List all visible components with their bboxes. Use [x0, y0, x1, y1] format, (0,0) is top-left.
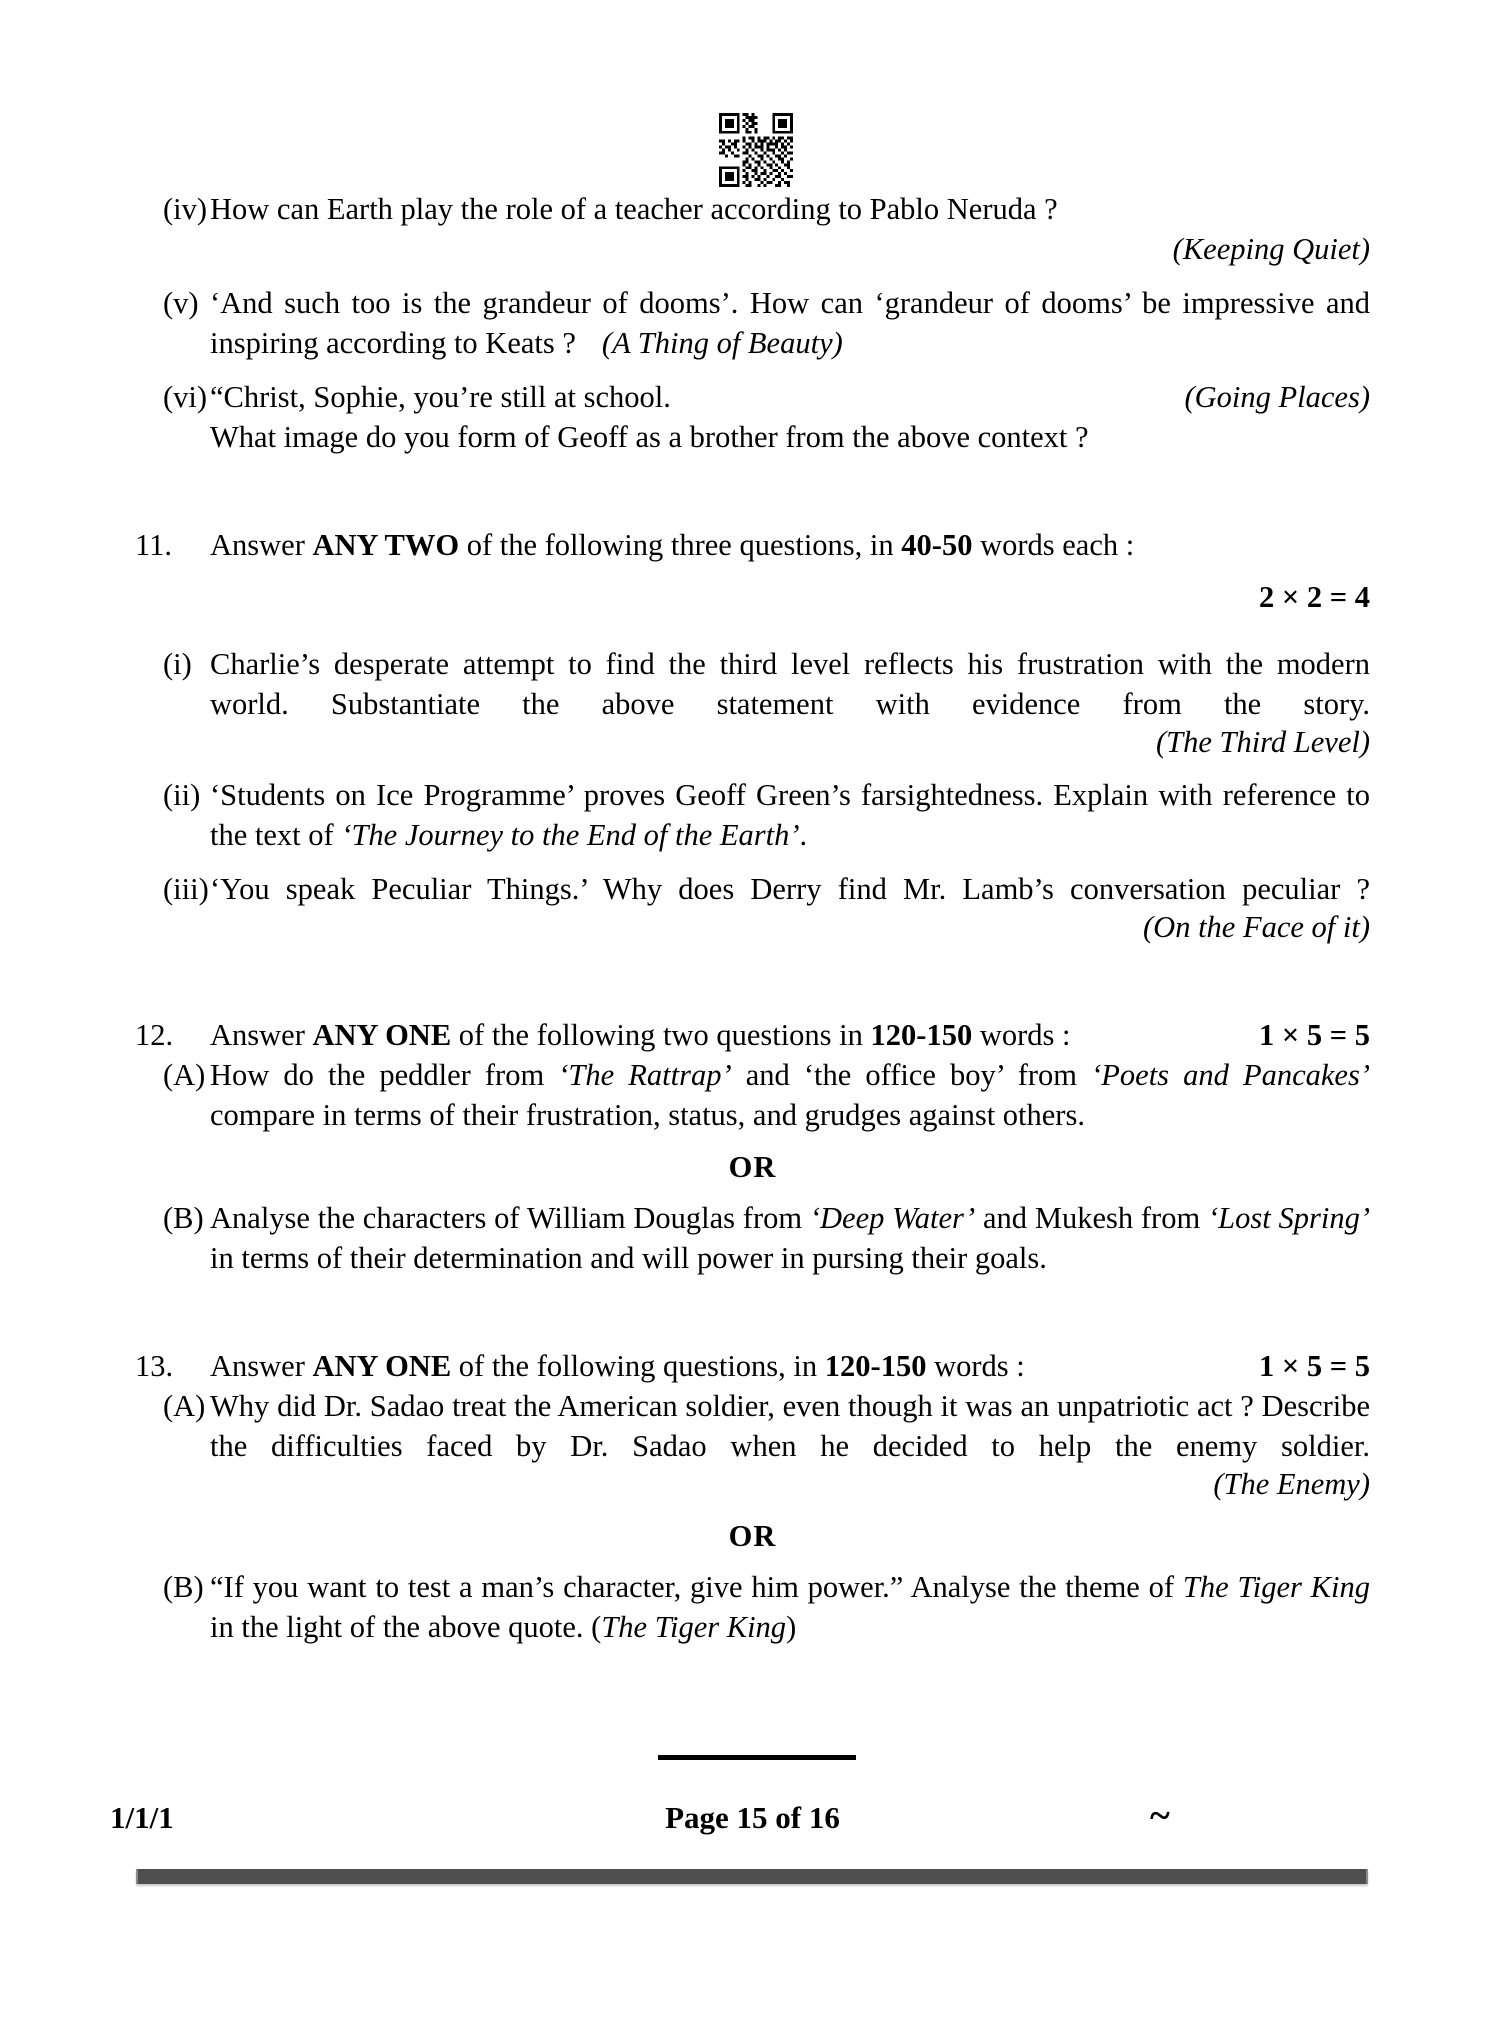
option-marker: (B)	[163, 1201, 204, 1236]
footer-bar	[136, 1869, 1368, 1884]
option-text-3: compare in terms of their frustration, status, and grudges against others.	[210, 1098, 1085, 1133]
question-stem-text	[210, 526, 1370, 566]
option-title-2: ‘Lost Spring’	[1207, 1201, 1370, 1236]
item-source-tag: (On the Face of it)	[1143, 910, 1370, 945]
option-source-tag: (The Enemy)	[1213, 1466, 1370, 1501]
item-body	[210, 284, 1370, 364]
list-item	[135, 378, 1370, 458]
page-footer	[0, 1795, 1505, 1846]
item-marker: (v)	[163, 285, 199, 320]
option-text-3: in terms of their determination and will power in pursing their goals.	[210, 1241, 1047, 1276]
option-marker: (A)	[163, 1388, 206, 1423]
option-text-1: “If you want to test a man’s character, give him power.” Analyse the theme of	[210, 1569, 1183, 1604]
pto-mark: ~	[1150, 1795, 1170, 1837]
item-marker: (vi)	[163, 379, 208, 414]
option-item	[135, 1199, 1370, 1279]
item-text: How can Earth play the role of a teacher according to Pablo Neruda ?	[210, 192, 1058, 226]
item-marker: (ii)	[163, 778, 201, 813]
item-marker: (i)	[163, 646, 192, 681]
stem-middle: of the following three questions, in	[459, 527, 902, 562]
stem-suffix: words :	[972, 1018, 1071, 1053]
question-stem-text	[210, 1016, 1370, 1056]
option-title-2: ‘Poets and Pancakes’	[1091, 1058, 1370, 1093]
option-text-1: How do the peddler from	[210, 1058, 559, 1093]
stem-sentence	[210, 1016, 1070, 1056]
option-body	[210, 1056, 1370, 1136]
question-11	[0, 526, 1505, 566]
list-item	[135, 190, 1370, 270]
question-11-items	[0, 645, 1505, 949]
or-separator: OR	[728, 1150, 777, 1185]
item-text-title: ‘The Journey to the End of the Earth’	[341, 818, 800, 853]
item-body	[210, 776, 1370, 856]
question-12	[0, 1016, 1505, 1279]
stem-emphasis-2: 120-150	[870, 1018, 973, 1053]
option-item	[135, 1056, 1370, 1136]
footer-divider-rule	[658, 1755, 856, 1760]
marks-allocation: 1 × 5 = 5	[1258, 1349, 1370, 1384]
question-number: 11.	[135, 527, 172, 562]
stem-emphasis-2: 40-50	[901, 527, 973, 562]
option-title-1: The Tiger King	[1182, 1569, 1370, 1604]
paper-code: 1/1/1	[110, 1800, 174, 1835]
item-source-tag: (Going Places)	[1184, 379, 1370, 414]
item-text: Charlie’s desperate attempt to find the third level reflects his frustration with the modern world. Substantiate the above statement with evidence from the story.	[210, 646, 1370, 721]
stem-middle: of the following questions, in	[451, 1349, 825, 1384]
question-number: 12.	[135, 1018, 174, 1053]
item-source-tag: (Keeping Quiet)	[1172, 231, 1370, 266]
option-text-3: )	[786, 1609, 797, 1644]
marks-allocation: 2 × 2 = 4	[1258, 579, 1370, 614]
item-marker: (iv)	[163, 192, 208, 226]
stem-emphasis-1: ANY TWO	[312, 527, 460, 562]
option-text-2: in the light of the above quote. (	[210, 1609, 602, 1644]
item-line-2: What image do you form of Geoff as a brother from the above context ?	[210, 419, 1089, 454]
marks-allocation: 1 × 5 = 5	[1258, 1018, 1370, 1053]
stem-suffix: words :	[926, 1349, 1025, 1384]
item-text-part-2: .	[799, 818, 808, 853]
or-separator: OR	[728, 1518, 777, 1553]
item-tag-row	[135, 723, 1370, 763]
item-tag-row	[135, 908, 1370, 948]
carry-over-group	[0, 190, 1505, 458]
option-text-1: Analyse the characters of William Douglas from	[210, 1201, 810, 1236]
stem-emphasis-1: ANY ONE	[312, 1018, 452, 1053]
option-tag-row	[135, 1465, 1370, 1505]
option-body	[210, 1568, 1370, 1648]
stem-emphasis-1: ANY ONE	[312, 1349, 452, 1384]
qr-code-icon	[717, 113, 795, 187]
question-stem	[135, 1016, 1370, 1056]
option-item	[135, 1568, 1370, 1648]
item-line-1	[210, 378, 1370, 418]
item-marker: (iii)	[163, 872, 209, 907]
item-source-tag: (The Third Level)	[1155, 724, 1370, 759]
option-text-1: Why did Dr. Sadao treat the American soldier, even though it was an unpatriotic act ? Describe the difficulties faced by Dr. Sadao when he decided to help the enemy soldier.	[210, 1388, 1370, 1463]
stem-prefix: Answer	[210, 1018, 313, 1053]
question-stem-text	[210, 1347, 1370, 1387]
option-title-2: The Tiger King	[601, 1609, 787, 1644]
stem-emphasis-2: 120-150	[824, 1349, 927, 1384]
stem-suffix: words each :	[972, 527, 1135, 562]
item-body	[210, 190, 1370, 270]
page-content	[0, 190, 1505, 1648]
list-item	[135, 284, 1370, 364]
list-item	[135, 776, 1370, 856]
stem-prefix: Answer	[210, 1349, 313, 1384]
item-text: “Christ, Sophie, you’re still at school.	[210, 379, 671, 414]
item-source-tag: (A Thing of Beauty)	[601, 325, 843, 360]
question-13	[0, 1347, 1505, 1648]
option-marker: (B)	[163, 1569, 204, 1604]
option-text-2: and Mukesh from	[975, 1201, 1208, 1236]
item-body	[210, 378, 1370, 458]
question-stem	[135, 526, 1370, 566]
option-body	[210, 1199, 1370, 1279]
question-number: 13.	[135, 1349, 174, 1384]
option-marker: (A)	[163, 1058, 206, 1093]
question-stem	[135, 1347, 1370, 1387]
stem-sentence	[210, 1347, 1025, 1387]
option-title-1: ‘The Rattrap’	[558, 1058, 732, 1093]
item-text-part-1: ‘Students on Ice Programme’ proves Geoff Green’s farsightedness. Explain with reference to the text of	[210, 778, 1370, 853]
stem-prefix: Answer	[210, 527, 313, 562]
option-text-2: and ‘the office boy’ from	[731, 1058, 1092, 1093]
option-title-1: ‘Deep Water’	[809, 1201, 976, 1236]
item-text: ‘And such too is the grandeur of dooms’. How can ‘grandeur of dooms’ be impressive and inspiring according to Keats ?	[210, 285, 1370, 360]
item-text: ‘You speak Peculiar Things.’ Why does Derry find Mr. Lamb’s conversation peculiar ?	[210, 872, 1370, 907]
stem-middle: of the following two questions in	[451, 1018, 871, 1053]
page-number-label: Page 15 of 16	[665, 1800, 840, 1835]
